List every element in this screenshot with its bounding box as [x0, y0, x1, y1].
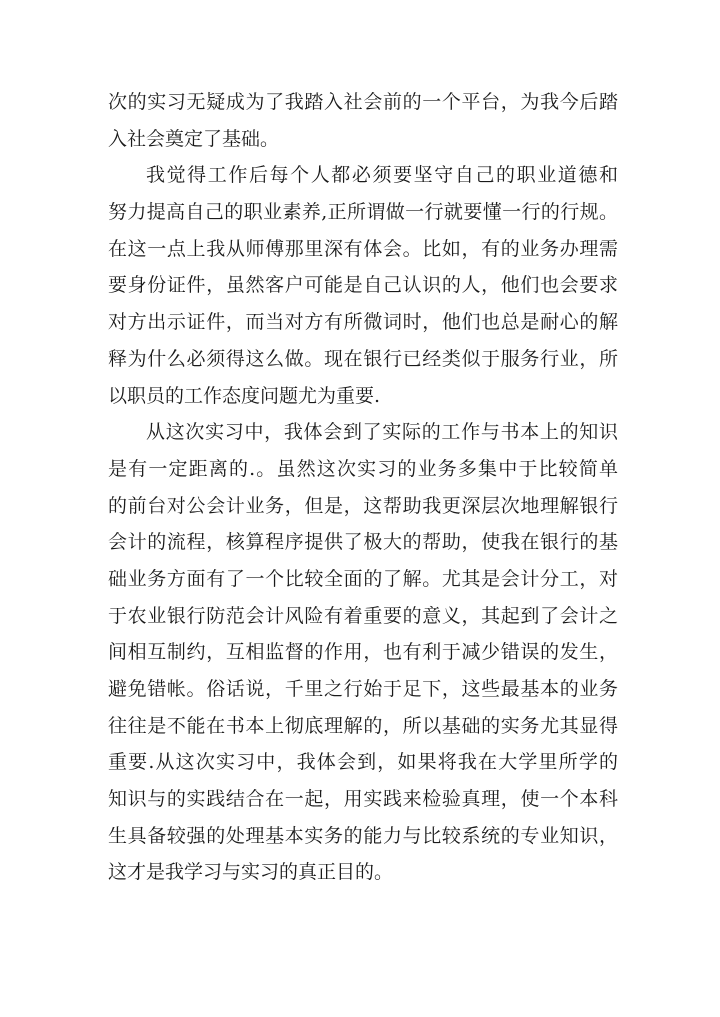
text-line: 重要.从这次实习中，我体会到，如果将我在大学里所学的 — [108, 751, 618, 774]
text-line: 这才是我学习与实习的真正目的。 — [108, 861, 394, 884]
text-line: 努力提高自己的职业素养,正所谓做一行就要懂一行的行规。 — [108, 201, 618, 224]
document-body — [108, 84, 618, 891]
text-line: 在这一点上我从师傅那里深有体会。比如，有的业务办理需 — [108, 237, 618, 260]
text-line: 于农业银行防范会计风险有着重要的意义，其起到了会计之 — [108, 604, 618, 627]
text-line: 入社会奠定了基础。 — [108, 127, 280, 150]
text-line: 知识与的实践结合在一起，用实践来检验真理，使一个本科 — [108, 788, 618, 811]
text-line: 避免错帐。俗话说，千里之行始于足下，这些最基本的业务 — [108, 678, 618, 700]
text-line: 以职员的工作态度问题尤为重要. — [108, 384, 381, 407]
text-line: 从这次实习中，我体会到了实际的工作与书本上的知识 — [146, 421, 618, 444]
text-line: 要身份证件，虽然客户可能是自己认识的人，他们也会要求 — [108, 274, 618, 297]
text-line: 是有一定距离的.。虽然这次实习的业务多集中于比较简单 — [108, 457, 618, 480]
text-line: 往往是不能在书本上彻底理解的，所以基础的实务尤其显得 — [108, 714, 618, 737]
paragraph-3 — [108, 414, 618, 891]
text-line: 生具备较强的处理基本实务的能力与比较系统的专业知识， — [108, 824, 618, 847]
text-line: 的前台对公会计业务，但是，这帮助我更深层次地理解银行 — [108, 494, 618, 517]
text-line: 对方出示证件，而当对方有所微词时，他们也总是耐心的解 — [108, 311, 618, 334]
paragraph-2 — [108, 157, 618, 414]
text-line: 会计的流程，核算程序提供了极大的帮助，使我在银行的基 — [108, 531, 618, 554]
paragraph-1 — [108, 84, 618, 157]
text-line: 次的实习无疑成为了我踏入社会前的一个平台，为我今后踏 — [108, 91, 618, 113]
text-line: 础业务方面有了一个比较全面的了解。尤其是会计分工，对 — [108, 567, 618, 590]
text-line: 间相互制约，互相监督的作用，也有利于减少错误的发生， — [108, 641, 618, 664]
text-line: 我觉得工作后每个人都必须要坚守自己的职业道德和 — [146, 164, 618, 187]
text-line: 释为什么必须得这么做。现在银行已经类似于服务行业，所 — [108, 347, 618, 370]
